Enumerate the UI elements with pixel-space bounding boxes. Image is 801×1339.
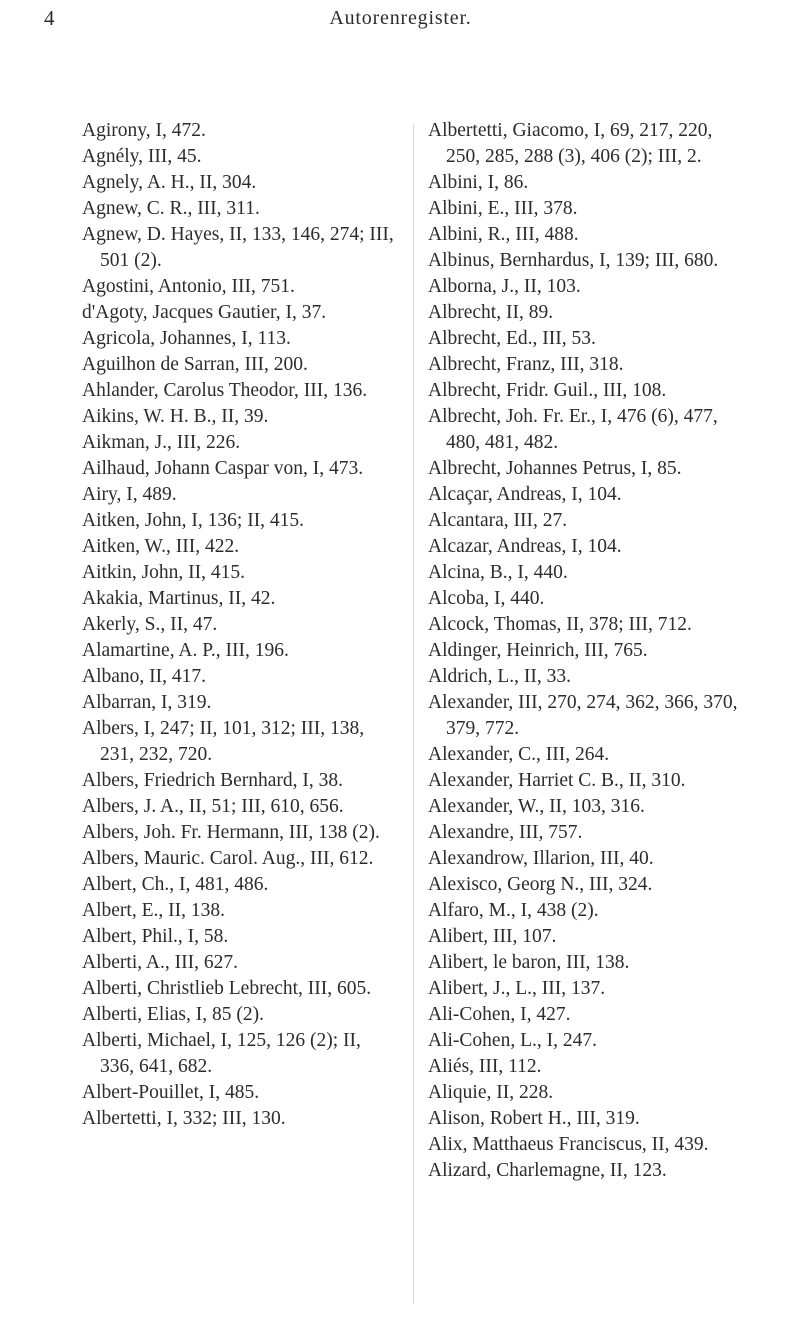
index-entry: Albers, Joh. Fr. Hermann, III, 138 (2). bbox=[82, 822, 380, 843]
index-entry: Albrecht, II, 89. bbox=[428, 302, 554, 323]
index-entry: Alcina, B., I, 440. bbox=[428, 562, 568, 583]
index-entry: Agnew, C. R., III, 311. bbox=[82, 198, 260, 219]
index-entry: Albano, II, 417. bbox=[82, 666, 207, 687]
index-entry: Aikins, W. H. B., II, 39. bbox=[82, 406, 269, 427]
index-entry: Albrecht, Joh. Fr. Er., I, 476 (6), 477, 480, 481, 482. bbox=[428, 406, 718, 453]
index-entry: Alexander, III, 270, 274, 362, 366, 370, 379, 772. bbox=[428, 692, 738, 739]
index-entry: Aitken, W., III, 422. bbox=[82, 536, 240, 557]
index-entry: Aliquie, II, 228. bbox=[428, 1082, 554, 1103]
index-entry: Alexandre, III, 757. bbox=[428, 822, 583, 843]
running-head: Autorenregister. bbox=[329, 7, 472, 29]
index-entry: Alberti, Elias, I, 85 (2). bbox=[82, 1004, 264, 1025]
index-entry: Albarran, I, 319. bbox=[82, 692, 212, 713]
page-number: 4 bbox=[44, 6, 55, 30]
index-entry: Alfaro, M., I, 438 (2). bbox=[428, 900, 599, 921]
index-entry: Alberti, Michael, I, 125, 126 (2); II, 336, 641, 682. bbox=[82, 1030, 361, 1077]
index-entry: Albini, I, 86. bbox=[428, 172, 529, 193]
index-entry: Albers, Mauric. Carol. Aug., III, 612. bbox=[82, 848, 374, 869]
index-entry: Aldrich, L., II, 33. bbox=[428, 666, 571, 687]
index-entry: Albers, Friedrich Bernhard, I, 38. bbox=[82, 770, 344, 791]
left-index-column bbox=[82, 118, 398, 1132]
index-entry: Alexandrow, Illarion, III, 40. bbox=[428, 848, 654, 869]
index-entry: Alix, Matthaeus Franciscus, II, 439. bbox=[428, 1134, 709, 1155]
index-entry: d'Agoty, Jacques Gautier, I, 37. bbox=[82, 302, 327, 323]
index-entry: Alberti, A., III, 627. bbox=[82, 952, 238, 973]
index-entry: Albert, Phil., I, 58. bbox=[82, 926, 229, 947]
index-entry: Agnély, III, 45. bbox=[82, 146, 202, 167]
index-entry: Albertetti, I, 332; III, 130. bbox=[82, 1108, 286, 1129]
index-entry: Albert, Ch., I, 481, 486. bbox=[82, 874, 269, 895]
index-entry: Alexisco, Georg N., III, 324. bbox=[428, 874, 653, 895]
index-entry: Albertetti, Giacomo, I, 69, 217, 220, 250, 285, 288 (3), 406 (2); III, 2. bbox=[428, 120, 713, 167]
index-entry: Alibert, III, 107. bbox=[428, 926, 557, 947]
index-entry: Alibert, J., L., III, 137. bbox=[428, 978, 606, 999]
index-entry: Aitkin, John, II, 415. bbox=[82, 562, 246, 583]
index-entry: Alibert, le baron, III, 138. bbox=[428, 952, 630, 973]
index-entry: Aldinger, Heinrich, III, 765. bbox=[428, 640, 648, 661]
index-entry: Alison, Robert H., III, 319. bbox=[428, 1108, 640, 1129]
index-entry: Alcazar, Andreas, I, 104. bbox=[428, 536, 622, 557]
index-entry: Agostini, Antonio, III, 751. bbox=[82, 276, 295, 297]
index-entry: Albert, E., II, 138. bbox=[82, 900, 225, 921]
index-entry: Aguilhon de Sarran, III, 200. bbox=[82, 354, 308, 375]
index-entry: Albrecht, Fridr. Guil., III, 108. bbox=[428, 380, 667, 401]
index-entry: Alizard, Charlemagne, II, 123. bbox=[428, 1160, 667, 1181]
index-entry: Albers, I, 247; II, 101, 312; III, 138, 231, 232, 720. bbox=[82, 718, 365, 765]
index-entry: Alcoba, I, 440. bbox=[428, 588, 545, 609]
index-entry: Albers, J. A., II, 51; III, 610, 656. bbox=[82, 796, 344, 817]
index-entry: Aliés, III, 112. bbox=[428, 1056, 542, 1077]
index-entry: Airy, I, 489. bbox=[82, 484, 177, 505]
index-entry: Alcaçar, Andreas, I, 104. bbox=[428, 484, 622, 505]
index-entry: Agnew, D. Hayes, II, 133, 146, 274; III, 501 (2). bbox=[82, 224, 394, 271]
index-entry: Ali-Cohen, L., I, 247. bbox=[428, 1030, 597, 1051]
index-entry: Alborna, J., II, 103. bbox=[428, 276, 581, 297]
index-entry: Aikman, J., III, 226. bbox=[82, 432, 241, 453]
index-entry: Albinus, Bernhardus, I, 139; III, 680. bbox=[428, 250, 719, 271]
index-entry: Agricola, Johannes, I, 113. bbox=[82, 328, 291, 349]
index-entry: Akakia, Martinus, II, 42. bbox=[82, 588, 276, 609]
index-entry: Agnely, A. H., II, 304. bbox=[82, 172, 257, 193]
index-entry: Alberti, Christlieb Lebrecht, III, 605. bbox=[82, 978, 372, 999]
index-entry: Ahlander, Carolus Theodor, III, 136. bbox=[82, 380, 368, 401]
index-entry: Alexander, W., II, 103, 316. bbox=[428, 796, 645, 817]
index-entry: Alexander, Harriet C. B., II, 310. bbox=[428, 770, 686, 791]
right-index-column bbox=[428, 118, 744, 1184]
index-entry: Aitken, John, I, 136; II, 415. bbox=[82, 510, 305, 531]
index-entry: Ali-Cohen, I, 427. bbox=[428, 1004, 571, 1025]
index-entry: Akerly, S., II, 47. bbox=[82, 614, 218, 635]
index-entry: Albrecht, Ed., III, 53. bbox=[428, 328, 596, 349]
index-entry: Albert-Pouillet, I, 485. bbox=[82, 1082, 260, 1103]
index-entry: Alexander, C., III, 264. bbox=[428, 744, 610, 765]
index-entry: Agirony, I, 472. bbox=[82, 120, 206, 141]
index-entry: Albrecht, Franz, III, 318. bbox=[428, 354, 624, 375]
column-divider bbox=[413, 124, 414, 1304]
index-entry: Ailhaud, Johann Caspar von, I, 473. bbox=[82, 458, 364, 479]
index-entry: Alamartine, A. P., III, 196. bbox=[82, 640, 289, 661]
index-entry: Alcantara, III, 27. bbox=[428, 510, 568, 531]
index-entry: Alcock, Thomas, II, 378; III, 712. bbox=[428, 614, 692, 635]
index-entry: Albini, R., III, 488. bbox=[428, 224, 579, 245]
index-entry: Albini, E., III, 378. bbox=[428, 198, 578, 219]
index-entry: Albrecht, Johannes Petrus, I, 85. bbox=[428, 458, 682, 479]
